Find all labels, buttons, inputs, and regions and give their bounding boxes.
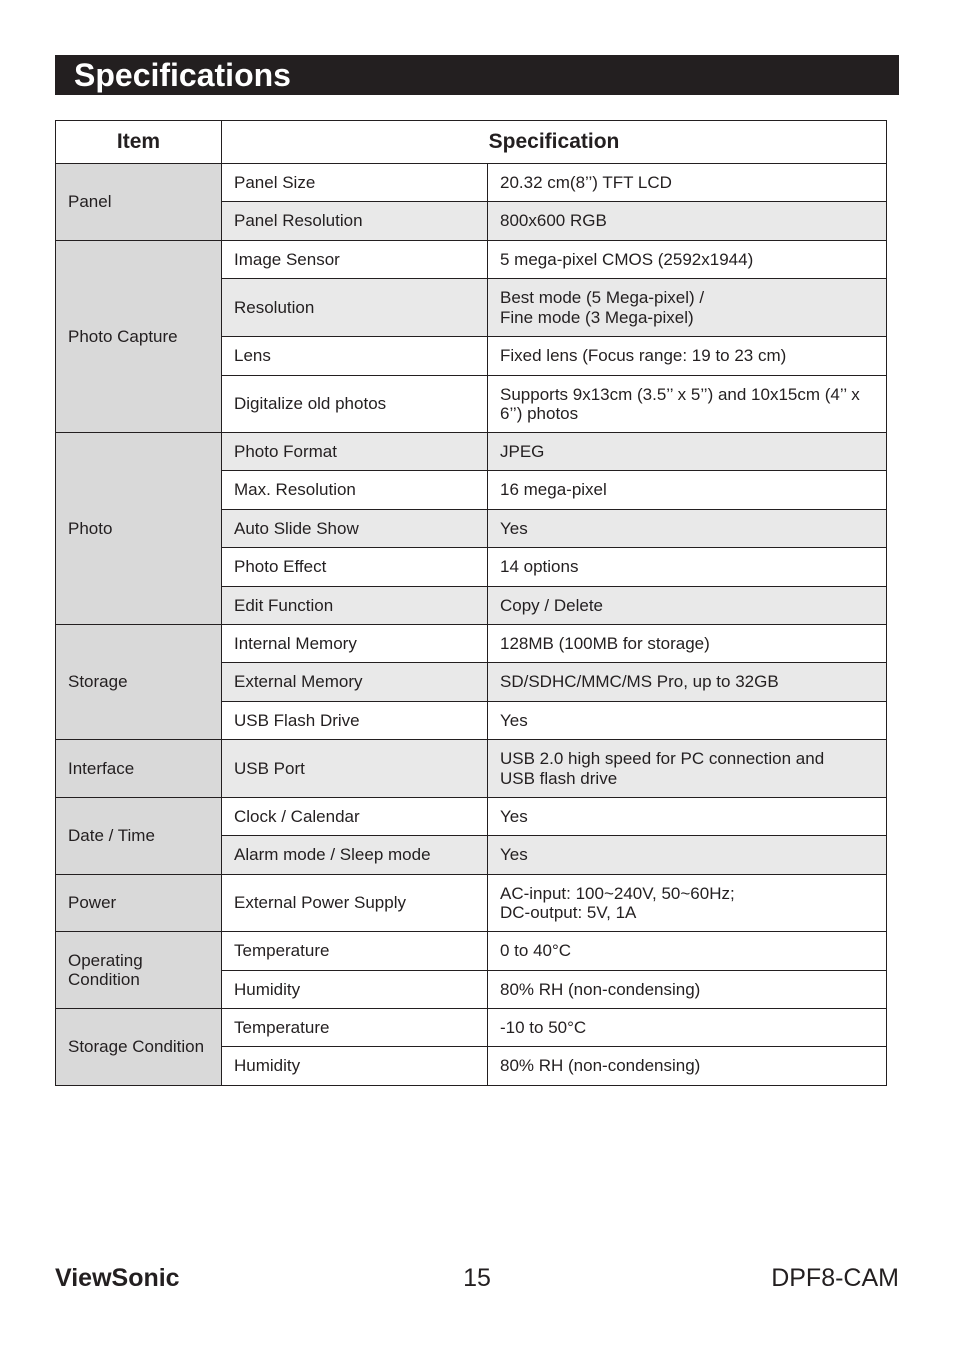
table-row xyxy=(56,875,887,932)
item-cell: Photo Format xyxy=(222,433,488,471)
category-cell: Storage xyxy=(56,625,222,740)
table-row xyxy=(56,798,887,836)
value-cell: 5 mega-pixel CMOS (2592x1944) xyxy=(488,241,887,279)
item-cell: Alarm mode / Sleep mode xyxy=(222,836,488,875)
value-cell: 80% RH (non-condensing) xyxy=(488,971,887,1009)
value-cell: Best mode (5 Mega-pixel) / Fine mode (3 Mega-pixel) xyxy=(488,279,887,337)
table-row xyxy=(56,625,887,663)
value-cell: Yes xyxy=(488,510,887,548)
value-cell: JPEG xyxy=(488,433,887,471)
item-cell: Panel Size xyxy=(222,164,488,202)
table-row xyxy=(56,1009,887,1047)
specifications-table xyxy=(55,120,887,1086)
item-cell: Image Sensor xyxy=(222,241,488,279)
value-cell: 128MB (100MB for storage) xyxy=(488,625,887,663)
item-cell: Auto Slide Show xyxy=(222,510,488,548)
item-cell: Temperature xyxy=(222,1009,488,1047)
table-row xyxy=(56,433,887,471)
item-cell: Lens xyxy=(222,337,488,376)
value-cell: Yes xyxy=(488,702,887,740)
category-cell: Date / Time xyxy=(56,798,222,875)
table-row xyxy=(56,740,887,798)
value-cell: Yes xyxy=(488,798,887,836)
value-cell: 14 options xyxy=(488,548,887,587)
table-row xyxy=(56,241,887,279)
item-cell: Temperature xyxy=(222,932,488,971)
page-title: Specifications xyxy=(55,55,899,95)
item-cell: Clock / Calendar xyxy=(222,798,488,836)
table-row xyxy=(56,164,887,202)
value-cell: 16 mega-pixel xyxy=(488,471,887,510)
table-row xyxy=(56,932,887,971)
header-specification: Specification xyxy=(222,121,887,164)
item-cell: External Memory xyxy=(222,663,488,702)
item-cell: Humidity xyxy=(222,971,488,1009)
page-number: 15 xyxy=(463,1264,491,1292)
value-cell: SD/SDHC/MMC/MS Pro, up to 32GB xyxy=(488,663,887,702)
category-cell: Panel xyxy=(56,164,222,241)
value-cell: 800x600 RGB xyxy=(488,202,887,241)
value-cell: -10 to 50°C xyxy=(488,1009,887,1047)
value-cell: Supports 9x13cm (3.5’’ x 5’’) and 10x15cm (4’’ x 6’’) photos xyxy=(488,376,887,433)
item-cell: Edit Function xyxy=(222,587,488,625)
item-cell: USB Flash Drive xyxy=(222,702,488,740)
category-cell: Photo Capture xyxy=(56,241,222,433)
item-cell: Max. Resolution xyxy=(222,471,488,510)
item-cell: External Power Supply xyxy=(222,875,488,932)
item-cell: Internal Memory xyxy=(222,625,488,663)
value-cell: Yes xyxy=(488,836,887,875)
category-cell: Operating Condition xyxy=(56,932,222,1009)
value-cell: Fixed lens (Focus range: 19 to 23 cm) xyxy=(488,337,887,376)
value-cell: 80% RH (non-condensing) xyxy=(488,1047,887,1086)
item-cell: Panel Resolution xyxy=(222,202,488,241)
category-cell: Photo xyxy=(56,433,222,625)
model-name: DPF8-CAM xyxy=(771,1264,899,1292)
category-cell: Power xyxy=(56,875,222,932)
table-header-row xyxy=(56,121,887,164)
category-cell: Storage Condition xyxy=(56,1009,222,1086)
header-item: Item xyxy=(56,121,222,164)
table-body xyxy=(56,164,887,1086)
value-cell: USB 2.0 high speed for PC connection and USB flash drive xyxy=(488,740,887,798)
value-cell: AC-input: 100~240V, 50~60Hz; DC-output: 5V, 1A xyxy=(488,875,887,932)
item-cell: Photo Effect xyxy=(222,548,488,587)
value-cell: Copy / Delete xyxy=(488,587,887,625)
value-cell: 20.32 cm(8’’) TFT LCD xyxy=(488,164,887,202)
item-cell: Digitalize old photos xyxy=(222,376,488,433)
page-footer xyxy=(55,1262,899,1294)
brand-name: ViewSonic xyxy=(55,1264,180,1292)
item-cell: Humidity xyxy=(222,1047,488,1086)
item-cell: USB Port xyxy=(222,740,488,798)
item-cell: Resolution xyxy=(222,279,488,337)
category-cell: Interface xyxy=(56,740,222,798)
value-cell: 0 to 40°C xyxy=(488,932,887,971)
